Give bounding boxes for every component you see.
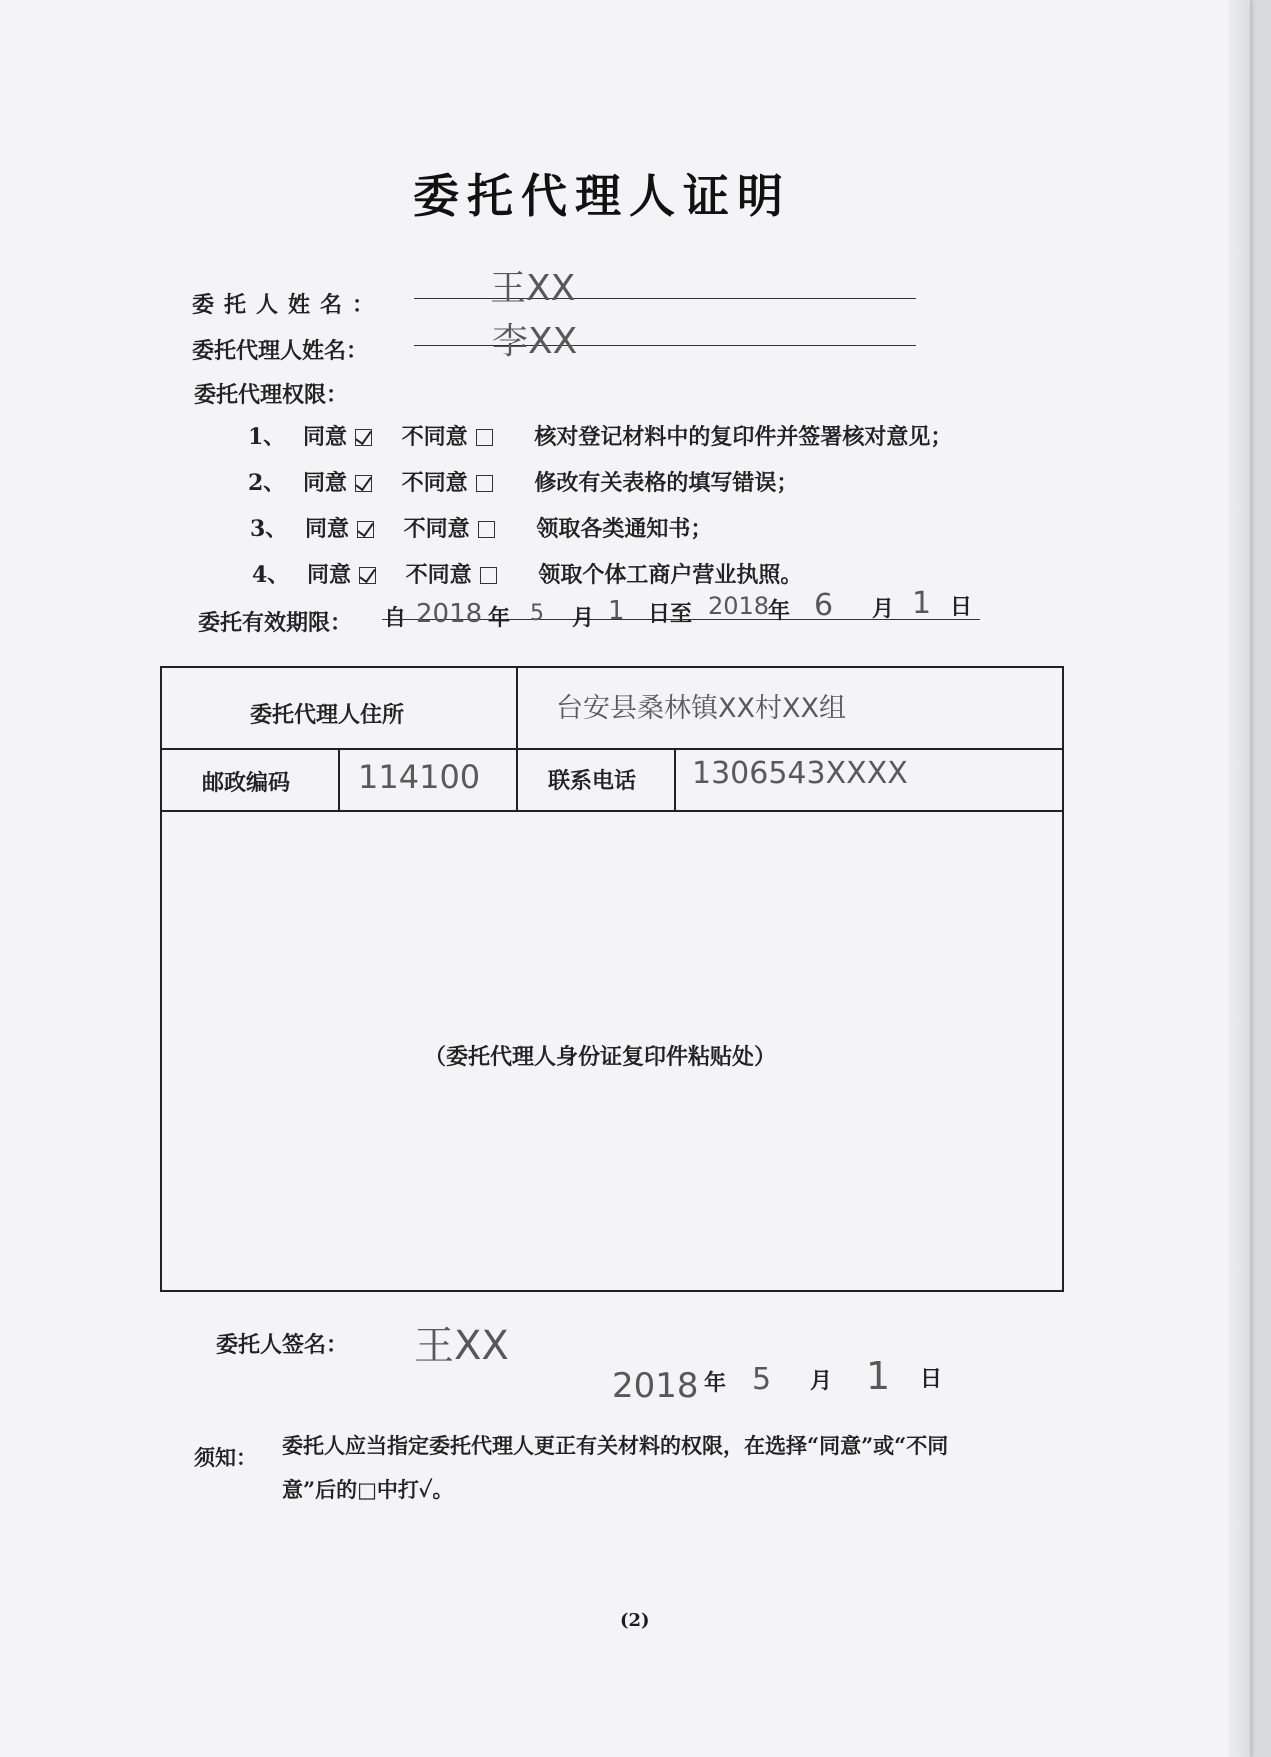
phone-label: 联系电话 bbox=[548, 768, 637, 794]
validity-end-day-word: 日 bbox=[950, 594, 973, 620]
agree-label: 同意 bbox=[302, 424, 347, 450]
agent-name-value: 李XX bbox=[492, 321, 578, 362]
agree-checkbox[interactable] bbox=[359, 567, 376, 584]
disagree-checkbox[interactable] bbox=[478, 521, 495, 538]
permission-text: 修改有关表格的填写错误； bbox=[534, 470, 799, 496]
validity-end-year-word: 年 bbox=[768, 598, 791, 624]
permission-row-1 bbox=[248, 420, 952, 451]
permission-number: 4、 bbox=[252, 562, 290, 588]
signature-year-word: 年 bbox=[704, 1370, 727, 1396]
permission-row-4 bbox=[252, 558, 802, 589]
validity-start-day: 1 bbox=[608, 596, 625, 626]
signature-day: 1 bbox=[866, 1354, 891, 1398]
signature-value: 王XX bbox=[414, 1323, 509, 1369]
permissions-label: 委托代理权限： bbox=[194, 382, 349, 408]
disagree-checkbox[interactable] bbox=[476, 429, 493, 446]
agree-checkbox[interactable] bbox=[355, 475, 372, 492]
disagree-checkbox[interactable] bbox=[480, 567, 497, 584]
disagree-label: 不同意 bbox=[401, 424, 468, 450]
validity-end-day: 1 bbox=[912, 586, 932, 621]
table-column-divider bbox=[674, 748, 676, 810]
postcode-value: 114100 bbox=[358, 758, 481, 796]
signature-month-word: 月 bbox=[810, 1368, 833, 1394]
permission-text: 领取个体工商户营业执照。 bbox=[538, 562, 803, 588]
disagree-label: 不同意 bbox=[405, 562, 472, 588]
validity-end-month: 6 bbox=[814, 588, 834, 623]
disagree-checkbox[interactable] bbox=[476, 475, 493, 492]
table-column-divider bbox=[516, 668, 518, 810]
agree-label: 同意 bbox=[306, 562, 351, 588]
validity-end-year: 2018 bbox=[708, 592, 770, 620]
permission-number: 1、 bbox=[248, 424, 286, 450]
validity-start-year: 2018 bbox=[416, 599, 483, 629]
validity-from-word: 自 bbox=[384, 605, 407, 631]
table-row-divider bbox=[162, 748, 1062, 750]
signature-year: 2018 bbox=[612, 1366, 699, 1406]
agent-name-label: 委托代理人姓名： bbox=[192, 338, 369, 364]
agent-name-underline bbox=[414, 345, 916, 346]
phone-value: 1306543XXXX bbox=[692, 756, 908, 791]
principal-name-value: 王XX bbox=[490, 268, 576, 309]
notice-label: 须知： bbox=[194, 1445, 257, 1470]
disagree-label: 不同意 bbox=[401, 470, 468, 496]
agree-checkbox[interactable] bbox=[355, 429, 372, 446]
address-label: 委托代理人住所 bbox=[250, 702, 405, 728]
permission-number: 3、 bbox=[250, 516, 288, 542]
validity-to-word: 日至 bbox=[648, 601, 693, 627]
notice-line-2: 意”后的□中打✓。 bbox=[282, 1477, 454, 1502]
validity-start-month: 5 bbox=[530, 601, 544, 626]
principal-name-label: 委托人姓名： bbox=[192, 292, 385, 318]
agree-checkbox[interactable] bbox=[357, 521, 374, 538]
validity-label: 委托有效期限： bbox=[198, 610, 353, 636]
postcode-label: 邮政编码 bbox=[202, 770, 291, 796]
agree-label: 同意 bbox=[302, 470, 347, 496]
address-value: 台安县桑林镇XX村XX组 bbox=[556, 693, 846, 724]
table-column-divider bbox=[338, 748, 340, 810]
signature-label: 委托人签名： bbox=[216, 1332, 349, 1358]
permission-text: 核对登记材料中的复印件并签署核对意见； bbox=[534, 424, 953, 450]
permission-row-3 bbox=[250, 512, 712, 543]
validity-year-word: 年 bbox=[488, 605, 511, 631]
agent-info-table bbox=[160, 666, 1064, 1292]
document-title: 委托代理人证明 bbox=[413, 169, 791, 223]
page-number: (2) bbox=[620, 1610, 650, 1631]
permission-row-2 bbox=[248, 466, 798, 497]
permission-text: 领取各类通知书； bbox=[536, 516, 713, 542]
id-copy-paste-area: （委托代理人身份证复印件粘贴处） bbox=[424, 1044, 777, 1070]
permission-number: 2、 bbox=[248, 470, 286, 496]
validity-end-month-word: 月 bbox=[872, 596, 895, 622]
table-row-divider bbox=[162, 810, 1062, 812]
notice-line-1: 委托人应当指定委托代理人更正有关材料的权限，在选择“同意”或“不同 bbox=[282, 1433, 949, 1458]
disagree-label: 不同意 bbox=[403, 516, 470, 542]
signature-month: 5 bbox=[752, 1362, 772, 1397]
agree-label: 同意 bbox=[304, 516, 349, 542]
signature-day-word: 日 bbox=[920, 1366, 943, 1392]
validity-month-word: 月 bbox=[572, 605, 595, 631]
page-edge bbox=[1228, 0, 1250, 1757]
